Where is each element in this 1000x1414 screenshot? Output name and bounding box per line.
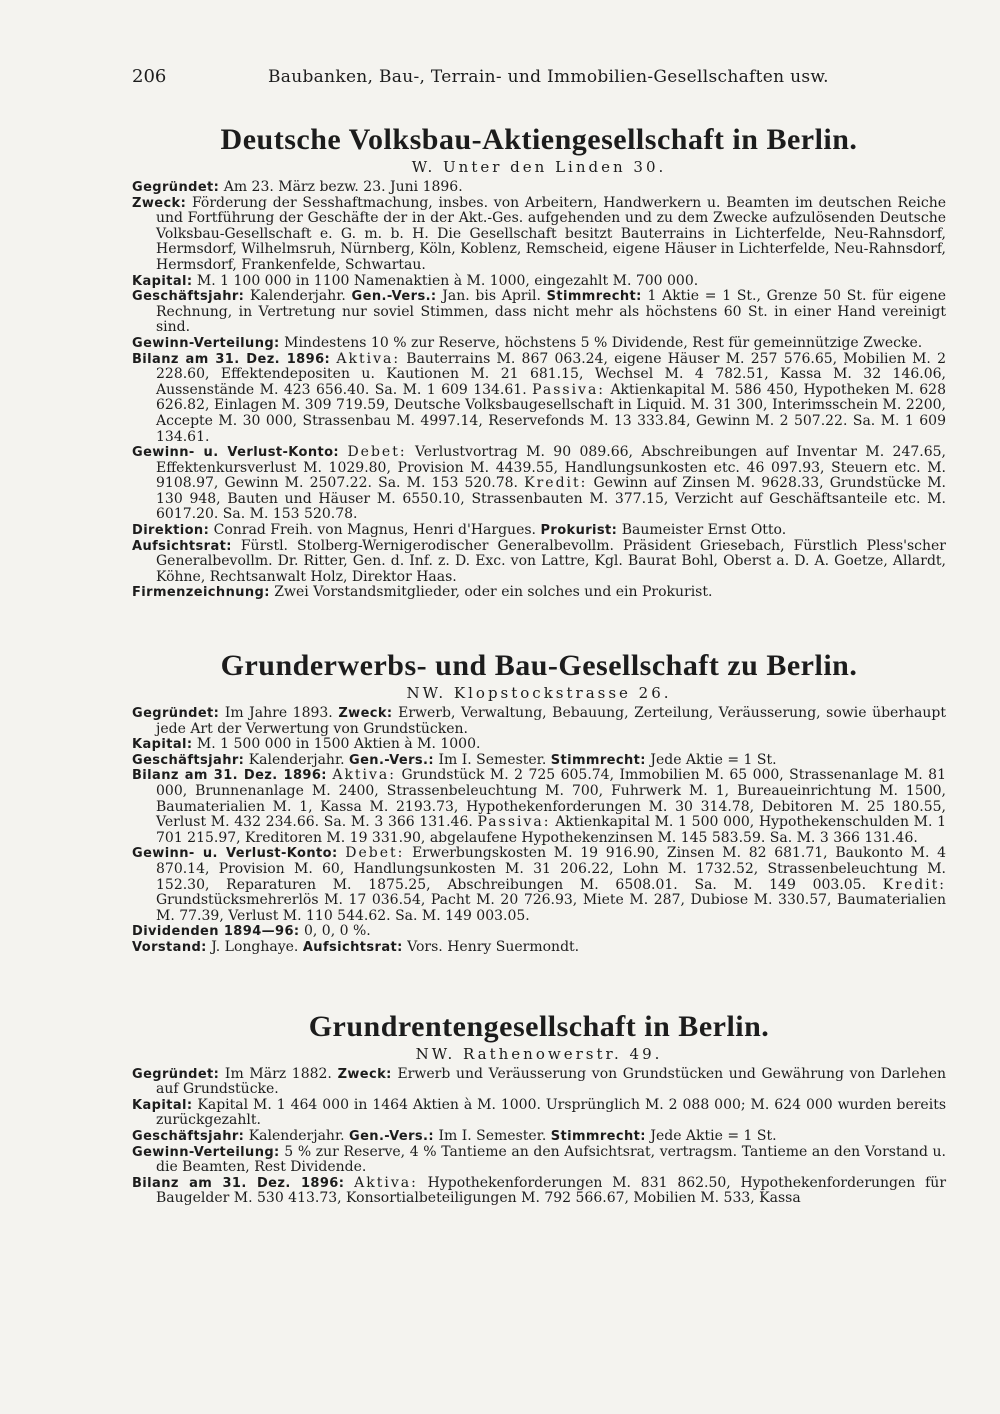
company-title: Deutsche Volksbau-Aktiengesellschaft in Berlin. — [220, 123, 858, 156]
entry-sublabel: Aktiva: — [336, 350, 401, 367]
entry-gegruendet — [132, 1067, 946, 1098]
entry-gegruendet — [132, 180, 946, 196]
entry-text: Grundstücksmehrerlös M. 17 036.54, Pacht M. 20 726.93, Miete M. 287, Dubiose M. 330.57, Baumaterialien M. 77.39, Verlust M. 110 544.62. Sa. M. 149 003.05. — [156, 892, 946, 924]
running-header — [132, 66, 946, 87]
entry-text: Jede Aktie = 1 St. — [650, 1127, 777, 1144]
entry-gegruendet — [132, 706, 946, 737]
entry-label: Gegründet: — [132, 1066, 220, 1082]
entry-sublabel: Debet: — [345, 845, 405, 862]
company-address: NW. Klopstockstrasse 26. — [406, 684, 672, 703]
entry-text: Jan. bis April. — [442, 288, 541, 305]
entry-text: Kalenderjahr. — [248, 751, 345, 768]
entry-text: Im Jahre 1893. — [224, 705, 333, 722]
entry-text: Kalenderjahr. — [249, 288, 346, 305]
entry-gewinn-verlust — [132, 445, 946, 523]
entry-text: Gewinn auf Zinsen M. 9628.33, Grundstücke M. 130 948, Bauten und Häuser M. 6550.10, Strassenbauten M. 377.15, Verzicht auf Geschäftsanteile etc. M. 6017.20. Sa. M. 153 520.78. — [156, 475, 946, 523]
company-address: NW. Rathenowerstr. 49. — [415, 1044, 663, 1063]
entry-text: 0, 0, 0 %. — [303, 923, 371, 940]
entry-label: Gewinn-Verteilung: — [132, 335, 280, 351]
entry-vorstand — [132, 940, 946, 956]
entry-bilanz — [132, 352, 946, 446]
entry-geschaeftsjahr — [132, 753, 946, 769]
entry-label: Stimmrecht: — [546, 289, 642, 305]
entry-kapital — [132, 737, 946, 753]
entry-label: Firmenzeichnung: — [132, 585, 270, 601]
page-number: 206 — [132, 66, 167, 87]
entry-text: Jede Aktie = 1 St. — [650, 751, 777, 768]
entry-label: Aufsichtsrat: — [132, 538, 232, 554]
entry-text: Conrad Freih. von Magnus, Henri d'Hargues. — [213, 522, 536, 539]
section-spacer — [132, 968, 946, 1010]
entry-sublabel: Debet: — [347, 444, 407, 461]
entry-text: J. Longhaye. — [211, 938, 299, 955]
entry-gewinn-verlust — [132, 846, 946, 924]
entry-text: Vors. Henry Suermondt. — [407, 938, 580, 955]
entry-label: Prokurist: — [540, 523, 618, 539]
entry-kapital — [132, 1098, 946, 1129]
entry-label: Zweck: — [337, 1066, 392, 1082]
entry-gewinn-verteilung — [132, 336, 946, 352]
entry-geschaeftsjahr — [132, 1129, 946, 1145]
entry-text: Mindestens 10 % zur Reserve, höchstens 5 % Dividende, Rest für gemeinnützige Zwecke. — [284, 334, 923, 351]
entry-text: Kalenderjahr. — [248, 1127, 345, 1144]
entry-zweck — [132, 196, 946, 274]
entry-text: Aktienkapital M. 1 500 000, Hypothekenschulden M. 1 701 215.97, Kreditoren M. 19 331.90, abgelaufene Hypothekenzinsen M. 145 583.59. Sa. M. 3 366 131.46. — [156, 814, 947, 846]
entry-text: M. 1 500 000 in 1500 Aktien à M. 1000. — [196, 736, 481, 753]
entry-label: Gegründet: — [132, 180, 220, 195]
entry-label: Gewinn- u. Verlust-Konto: — [132, 445, 340, 461]
entry-label: Gen.-Vers.: — [349, 1128, 434, 1144]
entry-text: Erwerbungskosten M. 19 916.90, Zinsen M. 82 681.71, Baukonto M. 4 870.14, Provision M. 60, Handlungsunkosten M. 31 206.22, Lohn M. 1732.52, Strassenbeleuchtung M. 152.30, Reparaturen M. 1875.25, Abschreibungen M. 6508.01. Sa. M. 149 003.05. — [156, 845, 946, 893]
entry-label: Zweck: — [132, 195, 187, 211]
entry-sublabel: Passiva: — [532, 381, 606, 398]
entry-label: Gegründet: — [132, 706, 220, 722]
entry-text: Erwerb und Veräusserung von Grundstücken und Gewährung von Darlehen auf Grundstücke. — [156, 1065, 946, 1098]
entry-gewinn-verteilung — [132, 1145, 946, 1176]
entry-direktion — [132, 523, 946, 539]
entry-label: Stimmrecht: — [550, 1128, 646, 1144]
entry-text: Im I. Semester. — [438, 751, 547, 768]
company-address: W. Unter den Linden 30. — [411, 158, 667, 176]
entry-label: Dividenden 1894—96: — [132, 924, 300, 940]
entry-label: Geschäftsjahr: — [132, 289, 245, 305]
entry-text: Bauterrains M. 867 063.24, eigene Häuser M. 257 576.65, Mobilien M. 2 228.60, Effektendepositen u. Kautionen M. 21 681.15, Wechsel M. 4 782.51, Kassa M. 32 146.06, Aussenstände M. 423 656.40. Sa. M. 1 609 134.61. — [156, 350, 947, 398]
entry-label: Gen.-Vers.: — [351, 289, 437, 305]
entry-text: Zwei Vorstandsmitglieder, oder ein solches und ein Prokurist. — [274, 584, 713, 601]
entry-label: Gewinn- u. Verlust-Konto: — [132, 846, 338, 862]
entry-kapital — [132, 274, 946, 290]
entry-label: Geschäftsjahr: — [132, 1128, 245, 1144]
entry-text: Grundstück M. 2 725 605.74, Immobilien M. 65 000, Strassenanlage M. 81 000, Brunnenanlage M. 2400, Strassenbeleuchtung M. 700, Fuhrwerk M. 1, Bureaueinrichtung M. 1500, Baumaterialien M. 1, Kassa M. 2193.73, Hypothekenforderungen M. 30 314.78, Debitoren M. 25 180.55, Verlust M. 432 234.66. Sa. M. 3 366 131.46. — [156, 767, 946, 831]
entry-text: 5 % zur Reserve, 4 % Tantieme an den Aufsichtsrat, vertragsm. Tantieme an den Vorstand u. die Beamten, Rest Dividende. — [156, 1143, 947, 1176]
entry-label: Stimmrecht: — [550, 752, 646, 768]
entry-label: Kapital: — [132, 737, 193, 753]
entry-text: Kapital M. 1 464 000 in 1464 Aktien à M. 1000. Ursprünglich M. 2 088 000; M. 624 000 wurden bereits zurückgezahlt. — [156, 1096, 947, 1129]
entry-sublabel: Kredit: — [882, 876, 947, 893]
entry-label: Bilanz am 31. Dez. 1896: — [132, 351, 331, 367]
entry-label: Bilanz am 31. Dez. 1896: — [132, 1175, 345, 1191]
company-section — [132, 649, 946, 956]
running-title: Baubanken, Bau-, Terrain- und Immobilien-Gesellschaften usw. — [268, 67, 829, 87]
company-section — [132, 123, 946, 601]
entry-firmenzeichnung — [132, 585, 946, 601]
entry-label: Kapital: — [132, 1097, 193, 1113]
entry-geschaeftsjahr — [132, 289, 946, 336]
entry-label: Vorstand: — [132, 939, 207, 955]
section-spacer — [132, 613, 946, 649]
company-title: Grunderwerbs- und Bau-Gesellschaft zu Berlin. — [220, 649, 858, 683]
entry-text: Im I. Semester. — [438, 1127, 547, 1144]
entry-label: Zweck: — [338, 706, 393, 722]
entry-aufsichtsrat — [132, 539, 946, 586]
entry-text: Am 23. März bezw. 23. Juni 1896. — [223, 179, 463, 195]
entry-label: Direktion: — [132, 523, 210, 539]
company-section — [132, 1010, 946, 1207]
entry-text: Förderung der Sesshaftmachung, insbes. von Arbeitern, Handwerkern u. Beamten im deutschen Reiche und Fortführung der Geschäfte der in der Akt.-Ges. aufgehenden und zu dem Zwecke aufzulösenden Deutsche Volksbau-Gesellschaft e. G. m. b. H. Die Gesellschaft besitzt Bauterrains in Lichterfelde, Neu-Rahnsdorf, Hermsdorf, Wilhelmsruh, Nürnberg, Köln, Koblenz, Remscheid, eigene Häuser in Lichterfelde, Neu-Rahnsdorf, Hermsdorf, Frankenfelde, Schwartau. — [156, 194, 946, 273]
company-title: Grundrentengesellschaft in Berlin. — [308, 1009, 770, 1043]
entry-text: 1 Aktie = 1 St., Grenze 50 St. für eigene Rechnung, in Vertretung nur soviel Stimmen, dass nicht mehr als höchstens 60 St. in einer Hand vereinigt sind. — [156, 288, 947, 336]
entry-label: Gen.-Vers.: — [349, 752, 434, 768]
entry-label: Gewinn-Verteilung: — [132, 1144, 280, 1160]
entry-text: Hypothekenforderungen M. 831 862.50, Hypothekenforderungen für Baugelder M. 530 413.73, Konsortialbeteiligungen M. 792 566.67, Mobilien M. 533, Kassa — [156, 1174, 947, 1207]
entry-bilanz — [132, 1176, 946, 1207]
entry-text: Fürstl. Stolberg-Wernigerodischer Generalbevollm. Präsident Griesebach, Fürstlich Pless'scher Generalbevollm. Dr. Ritter, Gen. d. Inf. z. D. Exc. von Lattre, Kgl. Baurat Bohl, Oberst a. D. A. Goetze, Allardt, Köhne, Rechtsanwalt Holz, Direktor Haas. — [156, 537, 946, 585]
entry-text: M. 1 100 000 in 1100 Namenaktien à M. 1000, eingezahlt M. 700 000. — [196, 272, 699, 289]
entry-sublabel: Passiva: — [477, 814, 551, 831]
entry-text: Aktienkapital M. 586 450, Hypotheken M. 628 626.82, Einlagen M. 309 719.59, Deutsche Volksbaugesellschaft in Liquid. M. 31 300, Interimsschein M. 2200, Accepte M. 30 000, Strassenbau M. 4997.14, Reservefonds M. 13 333.84, Gewinn M. 2 507.22. Sa. M. 1 609 134.61. — [156, 381, 946, 445]
entry-text: Im März 1882. — [224, 1065, 332, 1082]
entry-text: Verlustvortrag M. 90 089.66, Abschreibungen auf Inventar M. 247.65, Effektenkursverlust M. 1029.80, Provision M. 4439.55, Handlungsunkosten etc. 46 097.93, Steuern etc. M. 9108.97, Gewinn M. 2507.22. Sa. M. 153 520.78. — [156, 444, 946, 492]
entry-label: Kapital: — [132, 273, 193, 289]
entry-sublabel: Aktiva: — [332, 767, 396, 784]
entry-bilanz — [132, 768, 946, 846]
entry-sublabel: Kredit: — [524, 475, 588, 492]
entry-label: Aufsichtsrat: — [302, 939, 403, 955]
entry-dividenden — [132, 924, 946, 940]
entry-text: Baumeister Ernst Otto. — [621, 522, 787, 539]
entry-sublabel: Aktiva: — [354, 1174, 418, 1191]
entry-label: Bilanz am 31. Dez. 1896: — [132, 768, 327, 784]
entry-text: Erwerb, Verwaltung, Bebauung, Zerteilung, Veräusserung, sowie überhaupt jede Art der Verwertung von Grundstücken. — [156, 705, 947, 737]
entry-label: Geschäftsjahr: — [132, 752, 245, 768]
